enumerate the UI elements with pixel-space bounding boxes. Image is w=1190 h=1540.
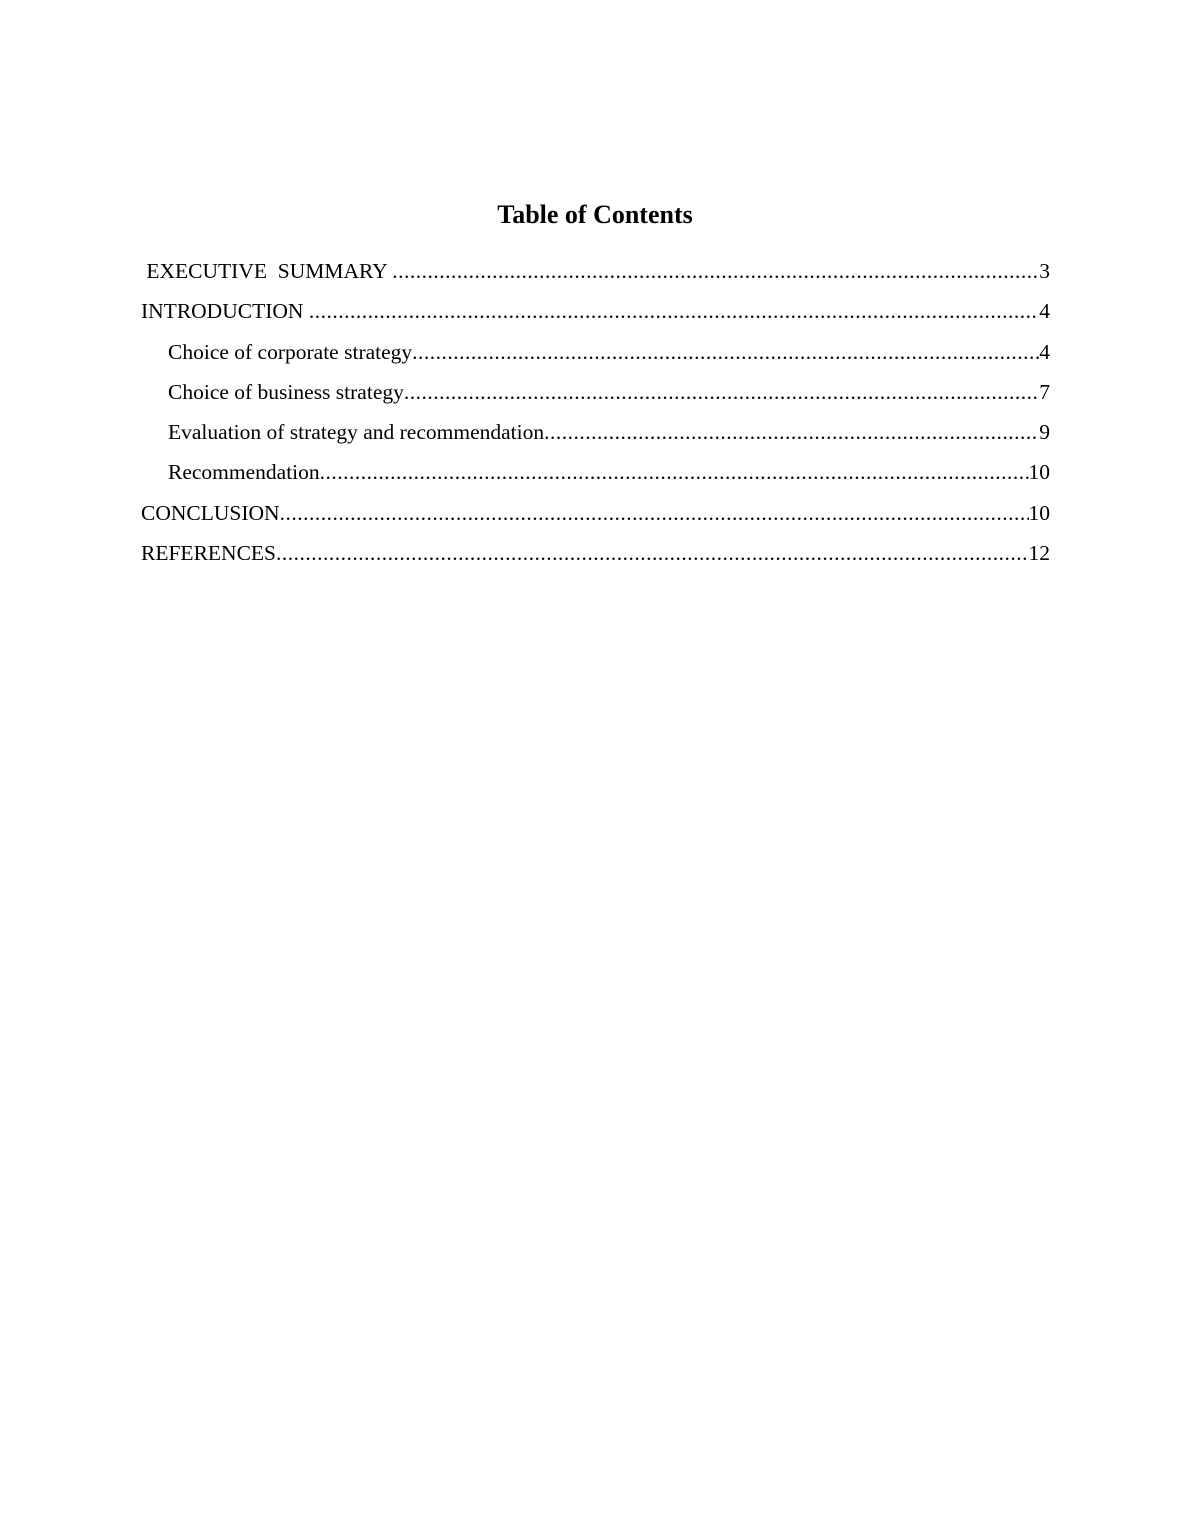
toc-entry-label: INTRODUCTION [141, 299, 309, 324]
toc-entry-page: 4 [1039, 299, 1050, 324]
toc-entry-page: 12 [1028, 541, 1050, 566]
toc-entry-choice-of-corporate-strategy[interactable] [141, 336, 1050, 376]
toc-entry-label: Choice of business strategy [168, 379, 404, 404]
toc-entry-choice-of-business-strategy[interactable] [141, 376, 1050, 416]
toc-entry-page: 10 [1028, 460, 1050, 485]
toc-entry-page: 7 [1039, 379, 1050, 404]
toc-dot-leader [276, 537, 1029, 569]
toc-dot-leader [544, 416, 1039, 448]
toc-entry-label: REFERENCES [141, 541, 276, 566]
toc-entry-introduction[interactable] [141, 295, 1050, 335]
toc-entry-conclusion[interactable] [141, 497, 1050, 537]
toc-entry-evaluation-of-strategy[interactable] [141, 416, 1050, 456]
toc-entry-page: 4 [1039, 339, 1050, 364]
toc-entry-executive-summary[interactable] [141, 255, 1050, 295]
toc-entry-label: EXECUTIVE SUMMARY [141, 259, 393, 283]
toc-entry-page: 3 [1039, 259, 1050, 283]
toc-dot-leader [392, 255, 1039, 287]
toc-entry-page: 9 [1039, 420, 1050, 445]
toc-entry-page: 10 [1028, 500, 1050, 525]
toc-title: Table of Contents [497, 200, 693, 229]
toc-list [141, 255, 1050, 577]
toc-entry-label: Choice of corporate strategy [168, 339, 413, 364]
toc-dot-leader [309, 295, 1039, 327]
toc-dot-leader [412, 336, 1039, 368]
toc-dot-leader [280, 497, 1029, 529]
toc-entry-label: Recommendation [168, 460, 320, 485]
toc-entry-label: Evaluation of strategy and recommendation [168, 420, 545, 445]
toc-entry-label: CONCLUSION [141, 500, 280, 525]
toc-dot-leader [320, 456, 1029, 488]
toc-entry-references[interactable] [141, 537, 1050, 577]
toc-entry-recommendation[interactable] [141, 456, 1050, 496]
toc-dot-leader [404, 376, 1039, 408]
